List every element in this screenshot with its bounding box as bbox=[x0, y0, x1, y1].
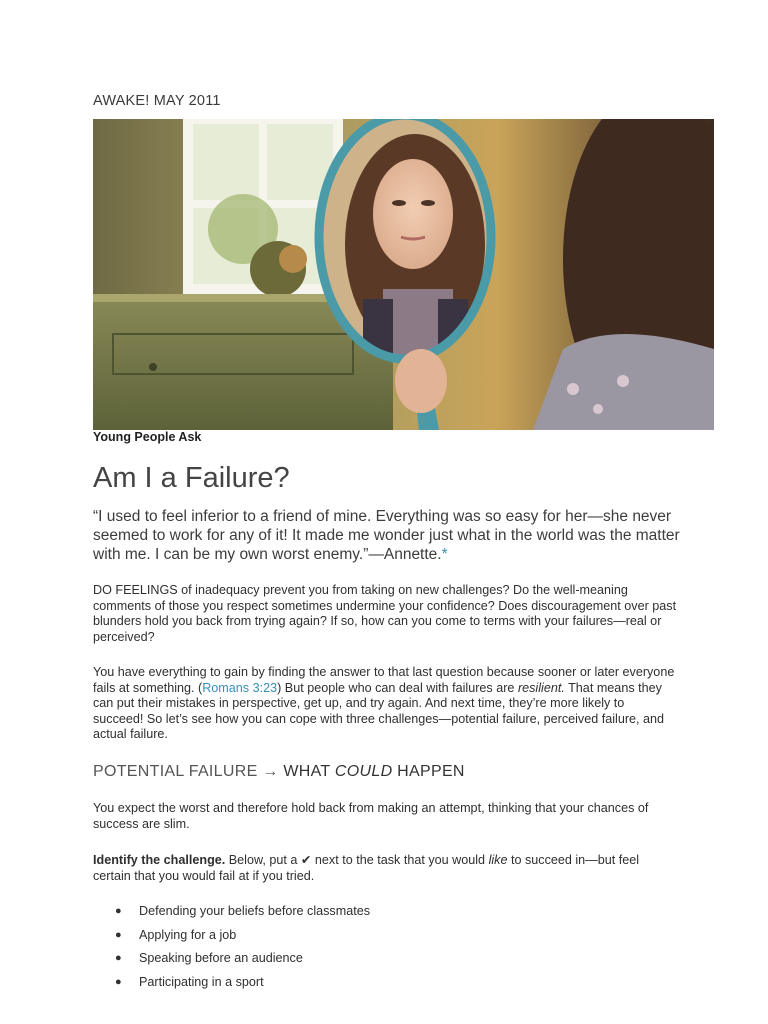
quote-text: “I used to feel inferior to a friend of mine. Everything was so easy for her—she never seemed to work for any of it! It made me wonder just what in the world was the matter with me. I can be my own worst enemy.”—Annette. bbox=[93, 508, 680, 563]
paragraph-text: ) But people who can deal with failures are bbox=[277, 680, 518, 695]
paragraph-identify-challenge bbox=[93, 853, 678, 884]
subhead-part: WHAT bbox=[283, 763, 335, 780]
kicker: Young People Ask bbox=[93, 430, 202, 444]
paragraph-text: You have everything to gain by finding the answer to that last question because sooner or later everyone fails at something. ( bbox=[93, 665, 675, 695]
intro-quote bbox=[93, 507, 683, 564]
list-item-label: Participating in a sport bbox=[139, 974, 264, 989]
list-item bbox=[93, 950, 370, 974]
bullet-icon: ● bbox=[115, 952, 122, 964]
subhead-emphasis: COULD bbox=[334, 763, 393, 780]
paragraph-text: to succeed in—but feel certain that you would fail at if you tried. bbox=[93, 853, 640, 883]
subhead-part: HAPPEN bbox=[392, 763, 465, 780]
list-item-label: Defending your beliefs before classmates bbox=[139, 904, 371, 918]
paragraph-intro: DO FEELINGS of inadequacy prevent you from taking on new challenges? Do the well-meaning comments of those you respect sometimes undermine your confidence? Does discouragement over past blunders hold you back from trying again? If so, how can you come to terms with your failures—real or perceived? bbox=[93, 583, 677, 644]
mirror-illustration bbox=[93, 119, 714, 430]
paragraph-text: That means they can put their mistakes in perspective, get up, and try again. And next time, they’re more likely to succeed! So let’s see how you can cope with three challenges—potential failure, perceived failure, and actual failure. bbox=[93, 680, 665, 741]
bullet-icon: ● bbox=[115, 905, 122, 917]
paragraph-text: Below, put a ✔ next to the task that you would bbox=[225, 853, 489, 867]
article-photo bbox=[93, 119, 714, 430]
task-list bbox=[93, 903, 370, 997]
list-item bbox=[93, 903, 370, 927]
article-title: Am I a Failure? bbox=[93, 462, 290, 494]
section-heading bbox=[93, 763, 465, 781]
emphasis-text: resilient. bbox=[517, 680, 565, 695]
paragraph-expect-worst: You expect the worst and therefore hold back from making an attempt, thinking that your chances of success are slim. bbox=[93, 801, 649, 831]
bullet-icon: ● bbox=[115, 975, 122, 988]
bullet-icon: ● bbox=[115, 928, 122, 941]
footnote-link[interactable]: * bbox=[441, 546, 448, 563]
paragraph-everyone-fails bbox=[93, 665, 678, 743]
subhead-part: POTENTIAL FAILURE → bbox=[93, 763, 284, 780]
list-item-label: Applying for a job bbox=[139, 927, 237, 942]
scripture-link[interactable]: Romans 3:23 bbox=[202, 680, 278, 695]
list-item bbox=[93, 927, 370, 951]
strong-lead: Identify the challenge. bbox=[93, 853, 226, 867]
emphasis-text: like bbox=[488, 853, 508, 867]
issue-label: AWAKE! MAY 2011 bbox=[93, 93, 221, 109]
list-item-label: Speaking before an audience bbox=[139, 951, 303, 965]
list-item bbox=[93, 974, 370, 998]
